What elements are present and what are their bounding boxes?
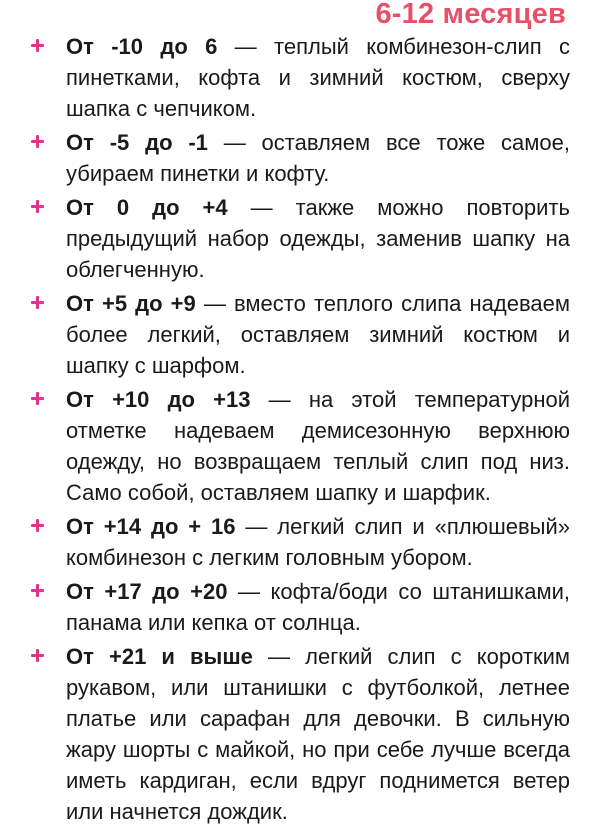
list-item bbox=[0, 384, 600, 508]
list-item bbox=[0, 511, 600, 573]
item-description: — легкий слип с коротким рукавом, или штанишки с футболкой, летнее платье или сарафан для девочки. В сильную жару шорты с майкой, но при себе лучше всегда иметь кардиган, если вдруг поднимется ветер или начнется дождик. bbox=[66, 644, 577, 824]
list-item bbox=[0, 641, 600, 827]
plus-icon bbox=[31, 39, 44, 52]
plus-icon bbox=[31, 519, 44, 532]
plus-icon bbox=[31, 135, 44, 148]
item-description: — также можно повторить предыдущий набор одежды, заменив шапку на облегченную. bbox=[66, 195, 577, 282]
list-item bbox=[0, 31, 600, 124]
list-item bbox=[0, 192, 600, 285]
plus-icon bbox=[31, 296, 44, 309]
temperature-range: От +21 и выше bbox=[66, 644, 253, 669]
temperature-range: От +5 до +9 bbox=[66, 291, 196, 316]
temperature-range: От +10 до +13 bbox=[66, 387, 251, 412]
temperature-range: От -5 до -1 bbox=[66, 130, 208, 155]
item-description: — на этой температурной отметке надеваем демисезонную верхнюю одежду, но возвращаем теплый слип под низ. Само собой, оставляем шапку и шарфик. bbox=[66, 387, 577, 505]
temperature-range: От +17 до +20 bbox=[66, 579, 228, 604]
plus-icon bbox=[31, 392, 44, 405]
plus-icon bbox=[31, 584, 44, 597]
list-item bbox=[0, 127, 600, 189]
temperature-range: От -10 до 6 bbox=[66, 34, 218, 59]
item-description: — кофта/боди со штанишками, панама или кепка от солнца. bbox=[66, 579, 577, 635]
temperature-clothing-list bbox=[0, 31, 600, 827]
temperature-range: От 0 до +4 bbox=[66, 195, 228, 220]
item-description: — вместо теплого слипа надеваем более легкий, оставляем зимний костюм и шапку с шарфом. bbox=[66, 291, 577, 378]
list-item bbox=[0, 576, 600, 638]
item-description: — теплый комбинезон-слип с пинетками, кофта и зимний костюм, сверху шапка с чепчиком. bbox=[66, 34, 577, 121]
list-item bbox=[0, 288, 600, 381]
plus-icon bbox=[31, 200, 44, 213]
item-description: — оставляем все тоже самое, убираем пинетки и кофту. bbox=[66, 130, 577, 186]
temperature-range: От +14 до + 16 bbox=[66, 514, 236, 539]
item-description: — легкий слип и «плюшевый» комбинезон с легким головным убором. bbox=[66, 514, 577, 570]
plus-icon bbox=[31, 649, 44, 662]
section-title: 6-12 месяцев bbox=[375, 0, 566, 30]
